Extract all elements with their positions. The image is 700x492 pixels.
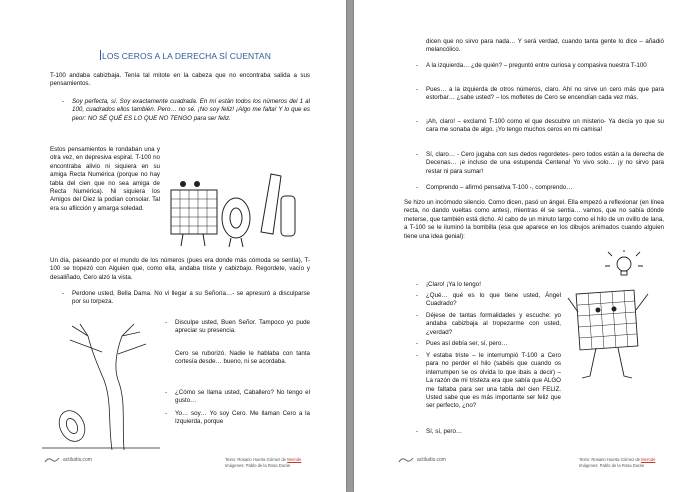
paragraph: Se hizo un incómodo silencio. Como dicen, pasó un ángel. Ella empezó a reflexionar (en línea recta, no dando vueltas como antes), mientras él se sentía… vamos, que no sabía dónde meterse, que también está dicho. Al cabo de un minuto largo como el hilo de un ovillo de lana, a T-100 se le iluminó la bombilla (esa que aparece en los dibujos animados cuando alguien tiene una idea genial):: [404, 199, 664, 240]
logo-text: actiludis.com: [63, 457, 92, 463]
document-title: [100, 50, 271, 61]
footer-credit: [579, 457, 655, 468]
page-left: [0, 0, 346, 492]
credit-link[interactable]: Merode: [287, 457, 302, 463]
paragraph: T-100 andaba cabizbaja. Tenía tal mitote en la cabeza que no encontraba salida a sus pensamientos.: [50, 72, 310, 88]
paragraph: Un día, paseando por el mundo de los números (pues era donde más cómoda se sentía), T-100 se tropezó con Alguien que, como ella, andaba triste y cabizbajo. Regordete, vacío y desaliñado, Cero alzó la vista.: [50, 257, 310, 281]
dialogue-line: - Comprendo – afirmó pensativa T-100 -, comprendo…: [426, 184, 664, 192]
dialogue-line: - Pues así debía ser, sí, pero…: [426, 340, 561, 348]
tree-illustration: [42, 322, 162, 450]
credit-images: Imágenes: Pablo de la Rosa Durán: [579, 462, 645, 468]
logo-icon: [398, 456, 414, 464]
dialogue-line: - Sí, claro… - Cero jugaba con sus dedos regordetes- pero todos están a la derecha de Decenas… ¡e incluso de una estupenda Centena! Yo vivo solo… ¡y no sirvo para restar ni para sumar!: [426, 151, 664, 176]
dialogue-line: - Pues… a la izquierda de otros números, claro. Ahí no sirve un cero más que para estorbar… ¿sabe usted? – los mofletes de Cero se encendían cada vez más.: [426, 86, 664, 103]
dialogue-line: - Sí, sí, pero…: [426, 428, 664, 436]
paragraph: Cero se ruborizó. Nadie le hablaba con tanta cortesía desde… bueno, ni se acordaba.: [175, 350, 310, 366]
footer-credit: [225, 457, 301, 468]
footer-logo: [398, 456, 446, 464]
dialogue-line: - ¡Ah, claro! – exclamó T-100 como el que descubre un misterio- Ya decía yo que su cara me sonaba de algo. ¡Yo tengo muchos ceros en mi camisa!: [426, 118, 664, 135]
dialogue-line: - Y estaba triste – le interrumpió T-100 a Cero para no perder el hilo (sabéis que cuando os interrumpen se os olvida lo que ibais a decir) – La razón de mi tristeza era que sabía que ALGO me faltaba para ser una tabla del cien FELIZ. Usted sabe que es más importante ser feliz que ser perfecto, ¿no?: [426, 352, 561, 411]
dialogue-line: - Déjese de tantas formalidades y escuche: yo andaba cabizbaja al tropezarme con usted, ¿verdad?: [426, 312, 561, 337]
footer-logo: [44, 456, 92, 464]
credit-link[interactable]: Merode: [641, 457, 656, 463]
dialogue-line: - ¿Qué… qué es lo que tiene usted, Ángel Cuadrado?: [426, 292, 561, 309]
dialogue-line: - Perdone usted, Bella Dama. No vi llegar a su Señoría…- se apresuró a disculparse por su torpeza.: [72, 290, 310, 307]
t100-lightbulb-illustration: [566, 250, 666, 382]
characters-illustration: [163, 168, 308, 250]
logo-text: actiludis.com: [417, 457, 446, 463]
credit-text: Texto: Rosario Huerta Gómez de: [579, 457, 642, 463]
paragraph: Estos pensamientos le rondaban una y otra vez, en depresiva espiral. T-100 no encontraba alivio ni siquiera en su amiga Recta Numérica (porque no hay tabla del cien que no sea amiga de Recta Numérica). Ni siquiera los Amigos del Diez la podían consolar. Tal era su aflicción y amarga soledad.: [50, 146, 160, 212]
dialogue-line: - A la izquierda… ¿de quién? – preguntó entre curiosa y compasiva nuestra T-100: [426, 62, 664, 70]
document-title-text: LOS CEROS A LA DERECHA SÍ CUENTAN: [102, 51, 271, 61]
text-cursor: [100, 50, 101, 60]
dialogue-line: - Yo… soy… Yo soy Cero. Me llaman Cero a la Izquierda, porque: [175, 410, 310, 427]
credit-text: Texto: Rosario Huerta Gómez de: [225, 457, 288, 463]
logo-icon: [44, 456, 60, 464]
credit-images: Imágenes: Pablo de la Rosa Durán: [225, 462, 291, 468]
dialogue-line: - ¡Claro! ¡Ya lo tengo!: [426, 281, 561, 289]
page-right: [354, 0, 700, 492]
dialogue-line: - ¿Cómo se llama usted, Caballero? No tengo el gusto…: [175, 389, 310, 406]
dialogue-line: - Disculpe usted, Buen Señor. Tampoco yo pude apreciar su presencia.: [175, 319, 310, 336]
paragraph: dicen que no sirvo para nada… Y será verdad, cuando tanta gente lo dice – añadió melancólico.: [426, 38, 664, 54]
dialogue-line: - Soy perfecta, sí. Soy exactamente cuadrada. En mí están todos los números del 1 al 100, cuadrados ellos también. Pero… no sé. ¡No soy feliz! ¡Algo me falta! Y lo que es peor: NO SÉ QUÉ ES LO QUE NO TENGO para ser feliz.: [72, 98, 310, 123]
